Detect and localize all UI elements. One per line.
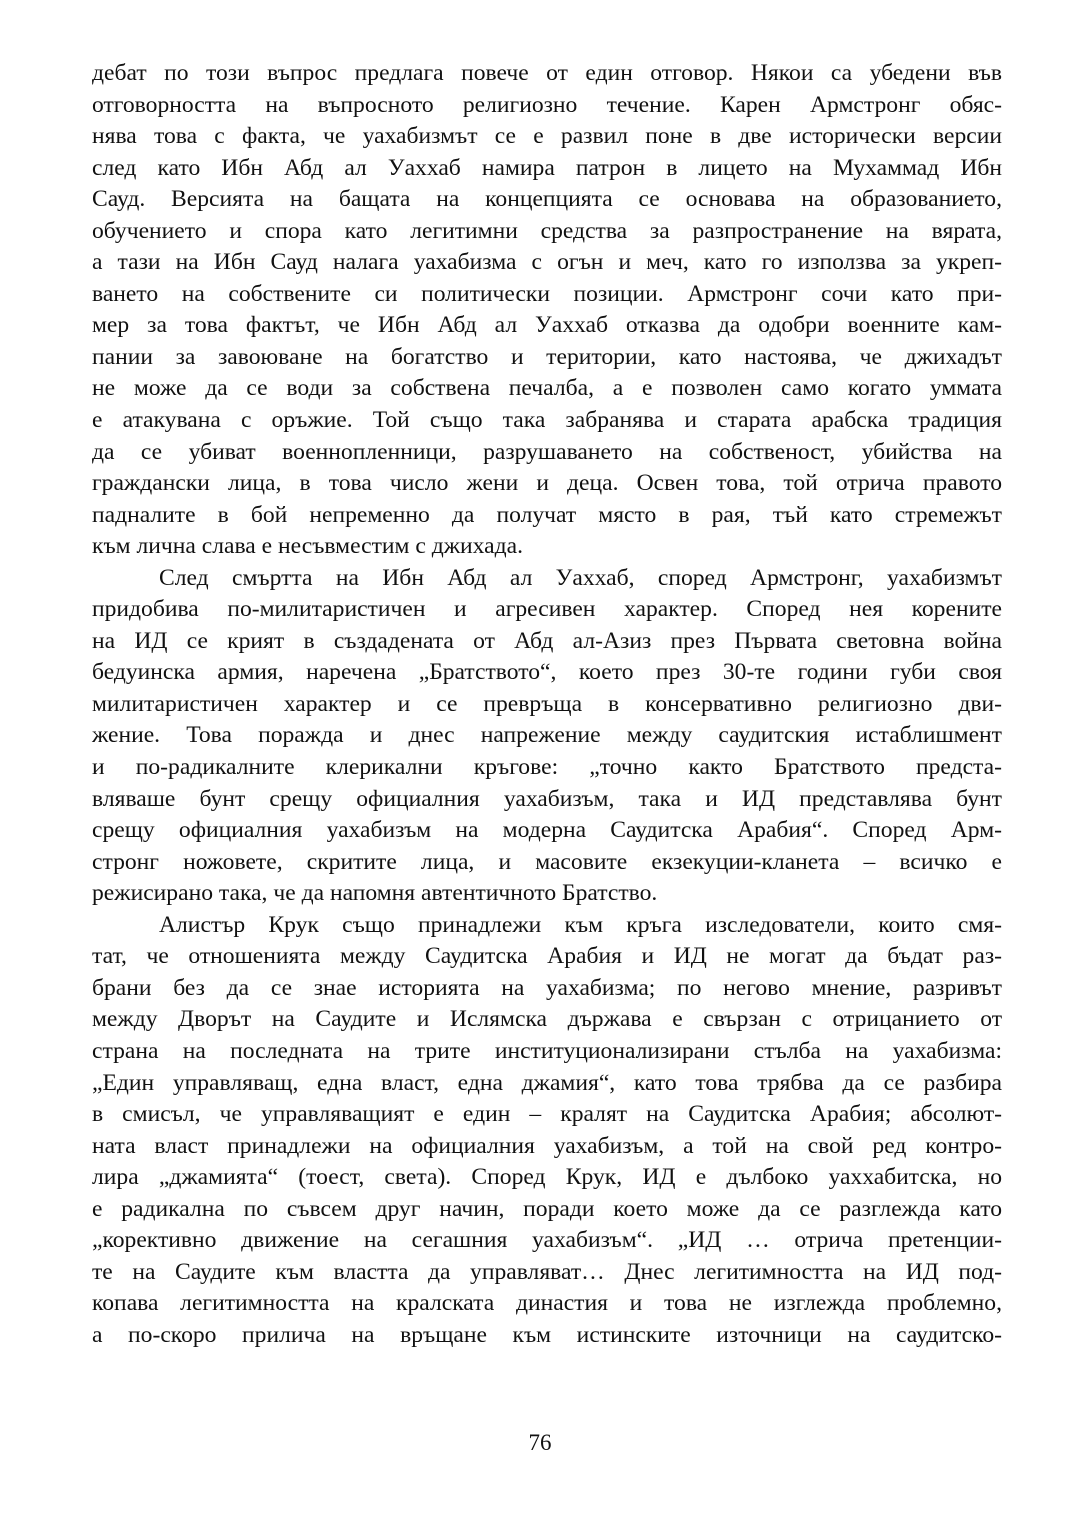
text-line: брани без да се знае историята на уахабизма; по негово мнение, разривът xyxy=(92,974,1002,1001)
text-line: лира „джамията“ (тоест, света). Според Крук, ИД е дълбоко уаххабитска, но xyxy=(92,1164,1002,1191)
text-line: към лична слава е несъвместим с джихада. xyxy=(92,533,524,560)
text-line: придобива по-милитаристичен и агресивен характер. Според нея корените xyxy=(92,596,1002,623)
text-line: ната власт принадлежи на официалния уахабизъм, а той на свой ред контро- xyxy=(92,1132,1002,1159)
text-line: мер за това фактът, че Ибн Абд ал Уаххаб отказва да одобри военните кам- xyxy=(92,312,1002,339)
text-line: а по-скоро прилича на връщане към истинските източници на саудитско- xyxy=(92,1321,1002,1348)
text-line: в смисъл, че управляващият е един – кралят на Саудитска Арабия; абсолют- xyxy=(92,1101,1002,1128)
text-line: обучението и спора като легитимни средства за разпространение на вярата, xyxy=(92,217,1002,244)
text-line: бедуинска армия, наречена „Братството“, което през 30-те години губи своя xyxy=(92,659,1002,686)
text-line: срещу официалния уахабизъм на модерна Саудитска Арабия“. Според Арм- xyxy=(92,817,1002,844)
text-line: те на Саудите към властта да управляват… Днес легитимността на ИД под- xyxy=(92,1258,1002,1285)
text-line: отговорността на въпросното религиозно течение. Карен Армстронг обяс- xyxy=(92,91,1002,118)
text-line: на ИД се крият в създадената от Абд ал-Азиз през Първата световна война xyxy=(92,627,1002,654)
text-line: е радикална по съвсем друг начин, поради което може да се разглежда като xyxy=(92,1195,1002,1222)
text-line: след като Ибн Абд ал Уаххаб намира патрон в лицето на Мухаммад Ибн xyxy=(92,154,1002,181)
body-text xyxy=(92,58,1002,1351)
paragraph-3 xyxy=(92,910,1002,1352)
text-line: След смъртта на Ибн Абд ал Уаххаб, според Армстронг, уахабизмът xyxy=(159,564,1002,591)
paragraph-2 xyxy=(92,563,1002,910)
text-line: жение. Това поражда и днес напрежение между саудитския истаблишмент xyxy=(92,722,1002,749)
text-line: падналите в бой непременно да получат място в рая, тъй като стремежът xyxy=(92,501,1002,528)
text-line: между Дворът на Саудите и Ислямска държава е свързан с отрицанието от xyxy=(92,1006,1002,1033)
text-line: режисирано така, че да напомня автентичното Братство. xyxy=(92,880,658,907)
text-line: Алистър Крук също принадлежи към кръга изследователи, които смя- xyxy=(159,911,1002,938)
text-line: страна на последната на трите институционализирани стълба на уахабизма: xyxy=(92,1037,1002,1064)
text-line: Сауд. Версията на бащата на концепцията се основава на образованието, xyxy=(92,186,1002,213)
text-line: е атакувана с оръжие. Той също така забранява и старата арабска традиция xyxy=(92,407,1002,434)
text-line: а тази на Ибн Сауд налага уахабизма с огън и меч, като го използва за укреп- xyxy=(92,249,1002,276)
text-line: копава легитимността на кралската династия и това не изглежда проблемно, xyxy=(92,1290,1002,1317)
text-line: „Един управляващ, една власт, една джамия“, като това трябва да се разбира xyxy=(92,1069,1002,1096)
text-line: милитаристичен характер и се превръща в консервативно религиозно дви- xyxy=(92,690,1002,717)
page-number: 76 xyxy=(528,1430,552,1455)
text-line: граждански лица, в това число жени и деца. Освен това, той отрича правото xyxy=(92,470,1002,497)
text-line: да се убиват военнопленници, разрушаването на собственост, убийства на xyxy=(92,438,1002,465)
text-line: пании за завоюване на богатство и територии, като настоява, че джихадът xyxy=(92,343,1002,370)
paragraph-1 xyxy=(92,58,1002,563)
text-line: „корективно движение на сегашния уахабизъм“. „ИД … отрича претенции- xyxy=(92,1227,1002,1254)
text-line: и по-радикалните клерикални кръгове: „точно както Братството предста- xyxy=(92,754,1002,781)
text-line: стронг ножовете, скритите лица, и масовите екзекуции-кланета – всичко е xyxy=(92,848,1002,875)
text-line: нява това с факта, че уахабизмът се е развил поне в две исторически версии xyxy=(92,123,1002,150)
text-line: ването на собствените си политически позиции. Армстронг сочи като при- xyxy=(92,280,1002,307)
text-line: тат, че отношенията между Саудитска Арабия и ИД не могат да бъдат раз- xyxy=(92,943,1002,970)
text-line: не може да се води за собствена печалба, а е позволен само когато уммата xyxy=(92,375,1002,402)
text-line: дебат по този въпрос предлага повече от един отговор. Някои са убедени във xyxy=(92,60,1002,86)
text-line: вляваше бунт срещу официалния уахабизъм, така и ИД представлява бунт xyxy=(92,785,1002,812)
